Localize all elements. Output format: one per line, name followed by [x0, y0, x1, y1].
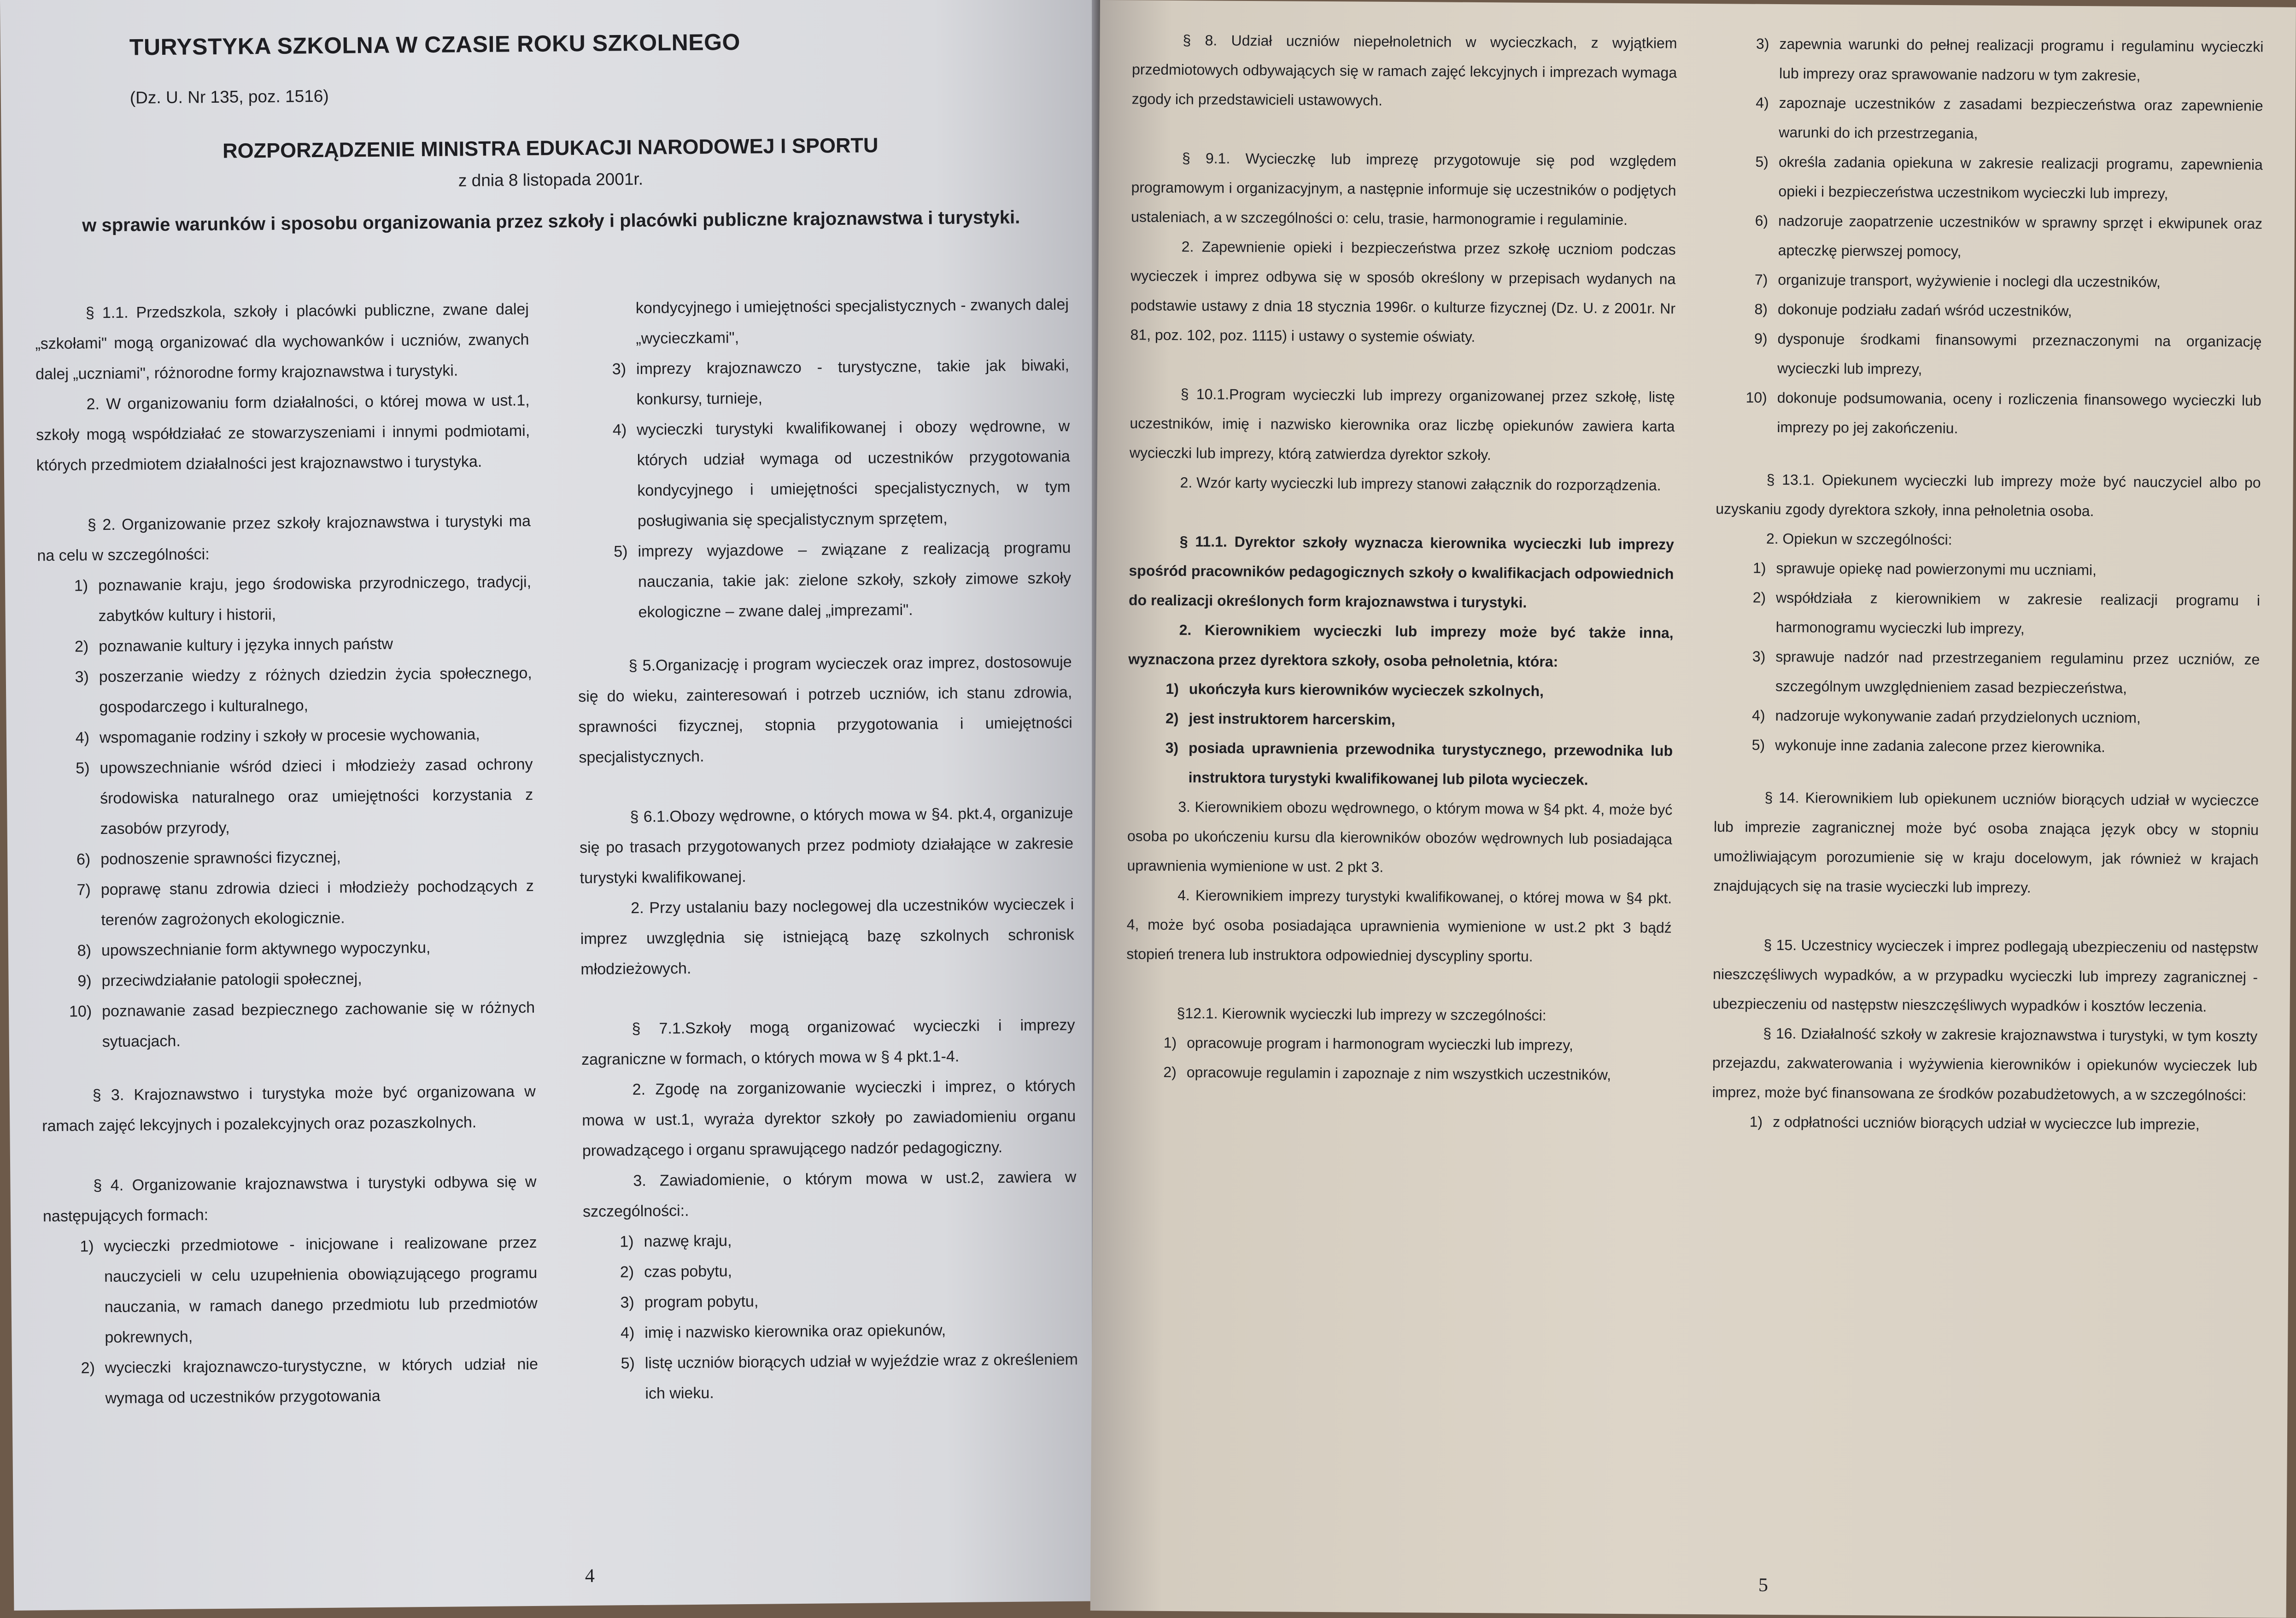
list-item: 4) wspomaganie rodziny i szkoły w procesie wychowania,	[75, 725, 480, 747]
regulation-heading: ROZPORZĄDZENIE MINISTRA EDUKACJI NARODOWEJ I SPORTU	[222, 133, 879, 163]
list-item: 8) upowszechnianie form aktywnego wypoczynku,	[77, 938, 431, 960]
list-item: 3) posiada uprawnienia przewodnika turystycznego, przewodnika lub instruktora turystyki kwalifikowanej lub pilota wycieczek.	[1165, 739, 1673, 788]
list-item: 1) sprawuje opiekę nad powierzonymi mu uczniami,	[1752, 559, 2097, 579]
paragraph-s10-2: 2. Wzór karty wycieczki lub imprezy stanowi załącznik do rozporządzenia.	[1180, 474, 1661, 494]
page-number-left: 4	[585, 1565, 595, 1587]
list-item: 2) opracowuje regulamin i zapoznaje z nim wszystkich uczestników,	[1163, 1063, 1611, 1083]
list-item: 7) poprawę stanu zdrowia dzieci i młodzieży pochodzących z terenów zagrożonych ekologicznie.	[76, 877, 534, 929]
list-item: 2) poznawanie kultury i języka innych państw	[74, 635, 393, 656]
left-column-2	[575, 289, 1078, 1409]
paragraph-s13-2: 2. Opiekun w szczególności:	[1766, 530, 1952, 548]
left-column-1	[35, 294, 539, 1414]
paragraph-s7-3: 3. Zawiadomienie, o którym mowa w ust.2, zawiera w szczególności:.	[582, 1168, 1077, 1221]
list-item: 1) ukończyła kurs kierowników wycieczek szkolnych,	[1166, 680, 1544, 699]
paragraph-s11-1: § 11.1. Dyrektor szkoły wyznacza kierownika wycieczki lub imprezy spośród pracowników pedagogicznych szkoły o kwalifikacjach odpowiednich do realizacji określonych form krajoznawstwa i turystyki.	[1128, 533, 1674, 611]
list-item: 9) dysponuje środkami finansowymi przeznaczonymi na organizację wycieczki lub imprezy,	[1754, 330, 2262, 377]
page-number-right: 5	[1758, 1574, 1769, 1596]
list-item: 4) nadzoruje wykonywanie zadań przydzielonych uczniom,	[1751, 707, 2141, 726]
list-item: 5) określa zadania opiekuna w zakresie realizacji programu, zapewnienia opieki i bezpieczeństwa uczestnikom wycieczki lub imprezy,	[1755, 153, 2263, 202]
paragraph-s11-4: 4. Kierownikiem imprezy turystyki kwalifikowanej, o której mowa w §4 pkt. 4, może być osoba posiadająca uprawnienia wymienione w ust.2 pkt 3 bądź stopień trenera lub instruktora odpowiedniej dyscypliny sportu.	[1126, 887, 1672, 965]
paragraph-s12-intro: §12.1. Kierownik wycieczki lub imprezy w szczególności:	[1177, 1005, 1546, 1024]
list-s16	[1712, 1107, 2257, 1139]
left-page	[0, 0, 1112, 1611]
list-s4	[43, 1227, 538, 1414]
paragraph-s11-3: 3. Kierownikiem obozu wędrownego, o którym mowa w §4 pkt. 4, może być osoba po ukończeniu kursu dla kierowników obozów wędrownych lub posiadająca uprawnienia wymienione w ust. 2 pkt 3.	[1127, 798, 1673, 875]
list-s4-cont	[575, 350, 1072, 628]
paragraph-s15: § 15. Uczestnicy wycieczek i imprez podlegają ubezpieczeniu od następstw nieszczęśliwych wypadków, a w przypadku wycieczki lub imprezy zagranicznej - ubezpieczeniu od następstw nieszczęśliwych wypadków i kosztów leczenia.	[1712, 936, 2258, 1015]
paragraph-s1-1: § 1.1. Przedszkola, szkoły i placówki publiczne, zwane dalej „szkołami" mogą organizować dla wychowanków i uczniów, zwanych dalej „uczniami", różnorodne formy krajoznawstwa i turystyki.	[35, 300, 529, 383]
list-item: 1) wycieczki przedmiotowe - inicjowane i realizowane przez nauczycieli w celu uzupełnienia obowiązującego programu nauczania, w ramach danego przedmiotu lub przedmiotów pokrewnych,	[80, 1233, 538, 1347]
list-item: 3) poszerzanie wiedzy z różnych dziedzin życia społecznego, gospodarczego i kulturalnego,	[75, 664, 532, 716]
right-page-columns	[1125, 25, 2264, 1139]
regulation-date: z dnia 8 listopada 2001r.	[458, 169, 644, 190]
list-item: 1) poznawanie kraju, jego środowiska przyrodniczego, tradycji, zabytków kultury i historii,	[74, 573, 532, 625]
list-item: 10) poznawanie zasad bezpiecznego zachowanie się w różnych sytuacjach.	[69, 998, 535, 1051]
paragraph-s3: § 3. Krajoznawstwo i turystyka może być organizowana w ramach zajęć lekcyjnych i pozalekcyjnych oraz pozaszkolnych.	[42, 1082, 536, 1135]
list-item: 1) opracowuje program i harmonogram wycieczki lub imprezy,	[1163, 1034, 1574, 1054]
document-title: TURYSTYKA SZKOLNA W CZASIE ROKU SZKOLNEGO	[129, 29, 741, 60]
paragraph-s5: § 5.Organizację i program wycieczek oraz imprez, dostosowuje się do wieku, zainteresowań i potrzeb uczniów, ich stanu zdrowia, sprawności fizycznej, stopnia przygotowania i umiejętności specjalistycznych.	[578, 653, 1072, 767]
paragraph-s7-2: 2. Zgodę na zorganizowanie wycieczki i imprez, o których mowa w ust.1, wyraża dyrektor szkoły po zawiadomieniu organu prowadzącego i organu sprawującego nadzór pedagogiczny.	[582, 1077, 1076, 1160]
right-column-2	[1712, 29, 2264, 1139]
paragraph-s9-1: § 9.1. Wycieczkę lub imprezę przygotowuje się pod względem programowym i organizacyjnym, a następnie informuje się uczestników o podjętych ustaleniach, a w szczególności o: celu, trasie, harmonogramie i regulaminie.	[1131, 150, 1676, 229]
paragraph-s9-2: 2. Zapewnienie opieki i bezpieczeństwa przez szkołę uczniom podczas wycieczek i imprez odbywa się w sposób określony w przepisach wydanych na podstawie ustawy z dnia 18 stycznia 1996r. o kulturze fizycznej (Dz. U. z 2001r. Nr 81, poz. 102, poz. 1115) i ustawy o systemie oświaty.	[1130, 238, 1676, 345]
list-item: 4) zapoznaje uczestników z zasadami bezpieczeństwa oraz zapewnienie warunki do ich przestrzegania,	[1756, 94, 2263, 142]
list-item: 5) wykonuje inne zadania zalecone przez kierownika.	[1751, 736, 2106, 756]
list-item: 5) imprezy wyjazdowe – związane z realizacją programu nauczania, takie jak: zielone szkoły, szkoły zimowe szkoły ekologiczne – zwane dalej „imprezami".	[614, 539, 1072, 621]
list-item: 1) z odpłatności uczniów biorących udział w wycieczce lub imprezie,	[1749, 1113, 2200, 1133]
paragraph-s1-2: 2. W organizowaniu form działalności, o której mowa w ust.1, szkoły mogą współdziałać ze stowarzyszeniami i innymi podmiotami, których przedmiotem działalności jest krajoznawstwo i turystyka.	[36, 392, 530, 475]
list-s11	[1128, 674, 1674, 795]
list-item: 6) podnoszenie sprawności fizycznej,	[76, 848, 341, 868]
paragraph-s4-continued: kondycyjnego i umiejętności specjalistycznych - zwanych dalej „wycieczkami",	[635, 295, 1069, 347]
list-item: 3) imprezy krajoznawczo - turystyczne, takie jak biwaki, konkursy, turnieje,	[612, 356, 1070, 408]
list-s12-cont	[1716, 29, 2263, 445]
list-item: 4) wycieczki turystyki kwalifikowanej i obozy wędrowne, w których udział wymaga od uczestników przygotowania kondycyjnego i umiejętności specjalistycznych, w tym posługiwania się specjalistycznym sprzętem,	[612, 417, 1071, 530]
list-s13	[1714, 553, 2261, 762]
paragraph-s8: § 8. Udział uczniów niepełnoletnich w wycieczkach, z wyjątkiem przedmiotowych odbywających się w ramach zajęć lekcyjnych i imprezach wymaga zgody ich przedstawicieli ustawowych.	[1131, 32, 1677, 109]
list-item: 3) sprawuje nadzór nad przestrzeganiem regulaminu przez uczniów, ze szczególnym uwzględnieniem zasad bezpieczeństwa,	[1752, 648, 2260, 697]
list-s12	[1126, 1027, 1671, 1090]
right-column-1	[1125, 25, 1677, 1136]
list-item: 7) organizuje transport, wyżywienie i noclegi dla uczestników,	[1754, 271, 2161, 291]
list-s2	[37, 567, 535, 1057]
list-item: 5) listę uczniów biorących udział w wyjeździe wraz z określeniem ich wieku.	[621, 1350, 1078, 1402]
list-item: 8) dokonuje podziału zadań wśród uczestników,	[1754, 300, 2072, 319]
paragraph-s16-1: § 16. Działalność szkoły w zakresie krajoznawstwa i turystyki, w tym koszty przejazdu, zakwaterowania i wyżywienia kierowników i opiekunów wycieczek lub imprez, może być finansowana ze środków pozabudżetowych, a w szczególności:	[1712, 1025, 2258, 1104]
journal-reference: (Dz. U. Nr 135, poz. 1516)	[129, 86, 329, 107]
regulation-subject: w sprawie warunków i sposobu organizowania przez szkoły i placówki publiczne krajoznawstwa i turystyki.	[82, 207, 1020, 236]
list-item: 2) współdziała z kierownikiem w zakresie realizacji programu i harmonogramu wycieczki lub imprezy,	[1752, 589, 2261, 637]
list-item: 9) przeciwdziałanie patologii społecznej,	[77, 970, 362, 990]
left-page-columns	[35, 289, 1078, 1414]
paragraph-s11-2: 2. Kierownikiem wycieczki lub imprezy może być także inna, wyznaczona przez dyrektora szkoły, osoba pełnoletnia, która:	[1128, 621, 1674, 670]
list-item: 3) program pobytu,	[620, 1292, 759, 1312]
paragraph-s6-1: § 6.1.Obozy wędrowne, o których mowa w §4. pkt.4, organizuje się po trasach przygotowanych przez podmioty działające w zakresie turystyki kwalifikowanej.	[579, 804, 1074, 887]
list-item: 2) czas pobytu,	[620, 1262, 732, 1281]
list-item: 6) nadzoruje zaopatrzenie uczestników w sprawny sprzęt i ekwipunek oraz apteczkę pierwszej pomocy,	[1755, 212, 2263, 260]
paragraph-s6-2: 2. Przy ustalaniu bazy noclegowej dla uczestników wycieczek i imprez uwzględnia się istniejącą bazę szkolnych schronisk młodzieżowych.	[580, 895, 1074, 979]
paragraph-s2-intro: § 2. Organizowanie przez szkoły krajoznawstwa i turystyki ma na celu w szczególności:	[37, 512, 531, 565]
paragraph-s7-1: § 7.1.Szkoły mogą organizować wycieczki i imprezy zagraniczne w formach, o których mowa w § 4 pkt.1-4.	[581, 1016, 1075, 1069]
list-item: 3) zapewnia warunki do pełnej realizacji programu i regulaminu wycieczki lub imprezy oraz sprawowanie nadzoru w tym zakresie,	[1756, 35, 2264, 84]
list-item: 2) wycieczki krajoznawczo-turystyczne, w których udział nie wymaga od uczestników przygotowania	[81, 1355, 539, 1407]
paragraph-s10-1: § 10.1.Program wycieczki lub imprezy organizowanej przez szkołę, listę uczestników, imię i nazwisko kierownika oraz liczbę opiekunów zawiera karta wycieczki lub imprezy, którą zatwierdza dyrektor szkoły.	[1129, 386, 1675, 463]
paragraph-s4-intro: § 4. Organizowanie krajoznawstwa i turystyki odbywa się w następujących formach:	[42, 1172, 537, 1225]
paragraph-s13-1: § 13.1. Opiekunem wycieczki lub imprezy może być nauczyciel albo po uzyskaniu zgody dyrektora szkoły, inna pełnoletnia osoba.	[1716, 471, 2261, 520]
list-s7	[583, 1223, 1078, 1409]
list-item: 1) nazwę kraju,	[620, 1232, 732, 1251]
list-item: 4) imię i nazwisko kierownika oraz opiekunów,	[620, 1321, 946, 1342]
list-item: 10) dokonuje podsumowania, oceny i rozliczenia finansowego wycieczki lub imprezy po jej zakończeniu.	[1745, 389, 2261, 437]
paragraph-s14: § 14. Kierownikiem lub opiekunem uczniów biorących udział w wycieczce lub imprezie zagranicznej może być osoba znająca język obcy w stopniu umożliwiającym porozumienie się w kraju docelowym, jak również w krajach znajdujących się na trasie wycieczki lub imprezy.	[1713, 789, 2259, 896]
list-item: 2) jest instruktorem harcerskim,	[1165, 709, 1395, 728]
right-page	[1090, 0, 2296, 1618]
list-item: 5) upowszechnianie wśród dzieci i młodzieży zasad ochrony środowiska naturalnego oraz umiejętności korzystania z zasobów przyrody,	[76, 755, 533, 838]
